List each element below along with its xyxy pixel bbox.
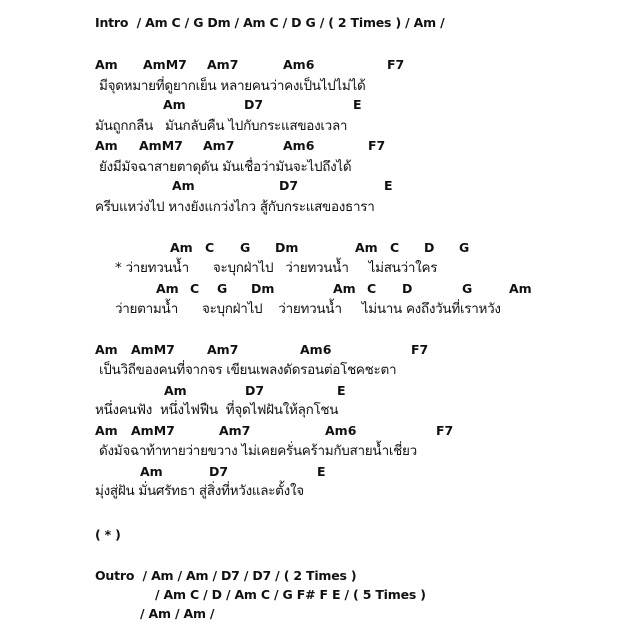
chord-label: Am: [333, 281, 356, 296]
chord-label: C: [205, 240, 215, 255]
chord-label: D: [424, 240, 435, 255]
chord-label: D7: [279, 178, 299, 193]
chord-label: Am7: [203, 138, 235, 153]
chord-label: Am: [95, 57, 118, 72]
chord-label: F7: [368, 138, 386, 153]
chord-label: Am7: [219, 423, 251, 438]
chord-label: Am: [164, 383, 187, 398]
chord-label: Am: [140, 464, 163, 479]
chord-label: G: [217, 281, 228, 296]
chord-label: C: [390, 240, 400, 255]
outro-line: / Am C / D / Am C / G F# F E / ( 5 Times ): [155, 587, 426, 602]
chord-label: Dm: [251, 281, 275, 296]
chord-label: AmM7: [131, 342, 175, 357]
chorus-repeat-marker: ( * ): [95, 527, 121, 542]
chord-label: G: [462, 281, 473, 296]
chord-label: Dm: [275, 240, 299, 255]
chord-label: D7: [209, 464, 229, 479]
chord-label: Am: [95, 423, 118, 438]
chord-label: F7: [436, 423, 454, 438]
chord-label: Am7: [207, 342, 239, 357]
chord-label: Am6: [283, 57, 315, 72]
lyric-line: เป็นวิถีของคนที่จากจร เขียนเพลงดัดรอนต่อโชคชะตา: [95, 362, 397, 378]
chord-label: AmM7: [143, 57, 187, 72]
chord-label: Am: [355, 240, 378, 255]
chord-label: Am6: [300, 342, 332, 357]
lyric-line: ยังมีมัจฉาสายตาดุดัน มันเชื่อว่ามันจะไปถึงได้: [95, 159, 352, 175]
chord-label: Am6: [325, 423, 357, 438]
lyric-line: มันถูกกลืน มันกลับคืน ไปกับกระแสของเวลา: [95, 118, 348, 134]
lyric-line: หนึ่งคนฟัง หนึ่งไฟฟืน ที่จุดไฟฝันให้ลุกโชน: [95, 402, 339, 418]
chord-label: C: [190, 281, 200, 296]
chord-label: Am: [95, 138, 118, 153]
chord-label: Am: [172, 178, 195, 193]
outro-line: Outro / Am / Am / D7 / D7 / ( 2 Times ): [95, 568, 357, 583]
chord-label: D7: [244, 97, 264, 112]
chord-label: AmM7: [131, 423, 175, 438]
chord-label: G: [459, 240, 470, 255]
lyric-line: ครีบแหว่งไป หางยังแกว่งไกว สู้กับกระแสของธารา: [95, 199, 375, 215]
chord-label: Am: [509, 281, 532, 296]
chord-label: G: [240, 240, 251, 255]
chord-label: E: [317, 464, 326, 479]
chord-label: Am7: [207, 57, 239, 72]
chord-label: E: [353, 97, 362, 112]
chord-label: Am: [163, 97, 186, 112]
chord-label: E: [337, 383, 346, 398]
intro-line: Intro / Am C / G Dm / Am C / D G / ( 2 Times ) / Am /: [95, 15, 445, 30]
lyric-line: * ว่ายทวนน้ำ จะบุกฝ่าไป ว่ายทวนน้ำ ไม่สนว่าใคร: [115, 260, 438, 276]
chord-label: E: [384, 178, 393, 193]
chord-label: C: [367, 281, 377, 296]
lyric-line: ว่ายตามน้ำ จะบุกฝ่าไป ว่ายทวนน้ำ ไม่นาน คงถึงวันที่เราหวัง: [115, 301, 501, 317]
chord-label: Am: [95, 342, 118, 357]
outro-line: / Am / Am /: [140, 606, 215, 621]
chord-label: D: [402, 281, 413, 296]
chord-label: F7: [411, 342, 429, 357]
chord-label: Am: [156, 281, 179, 296]
lyric-line: มุ่งสู่ฝัน มั่นศรัทธา สู่สิ่งที่หวังและตั้งใจ: [95, 483, 304, 499]
chord-label: Am6: [283, 138, 315, 153]
chord-label: Am: [170, 240, 193, 255]
lyric-line: ดังมัจฉาท้าทายว่ายขวาง ไม่เคยครั่นคร้ามกับสายน้ำเชี่ยว: [95, 443, 417, 459]
chord-label: D7: [245, 383, 265, 398]
lyric-line: มีจุดหมายที่ดูยากเย็น หลายคนว่าคงเป็นไปไม่ได้: [95, 78, 366, 94]
chord-label: AmM7: [139, 138, 183, 153]
chord-label: F7: [387, 57, 405, 72]
